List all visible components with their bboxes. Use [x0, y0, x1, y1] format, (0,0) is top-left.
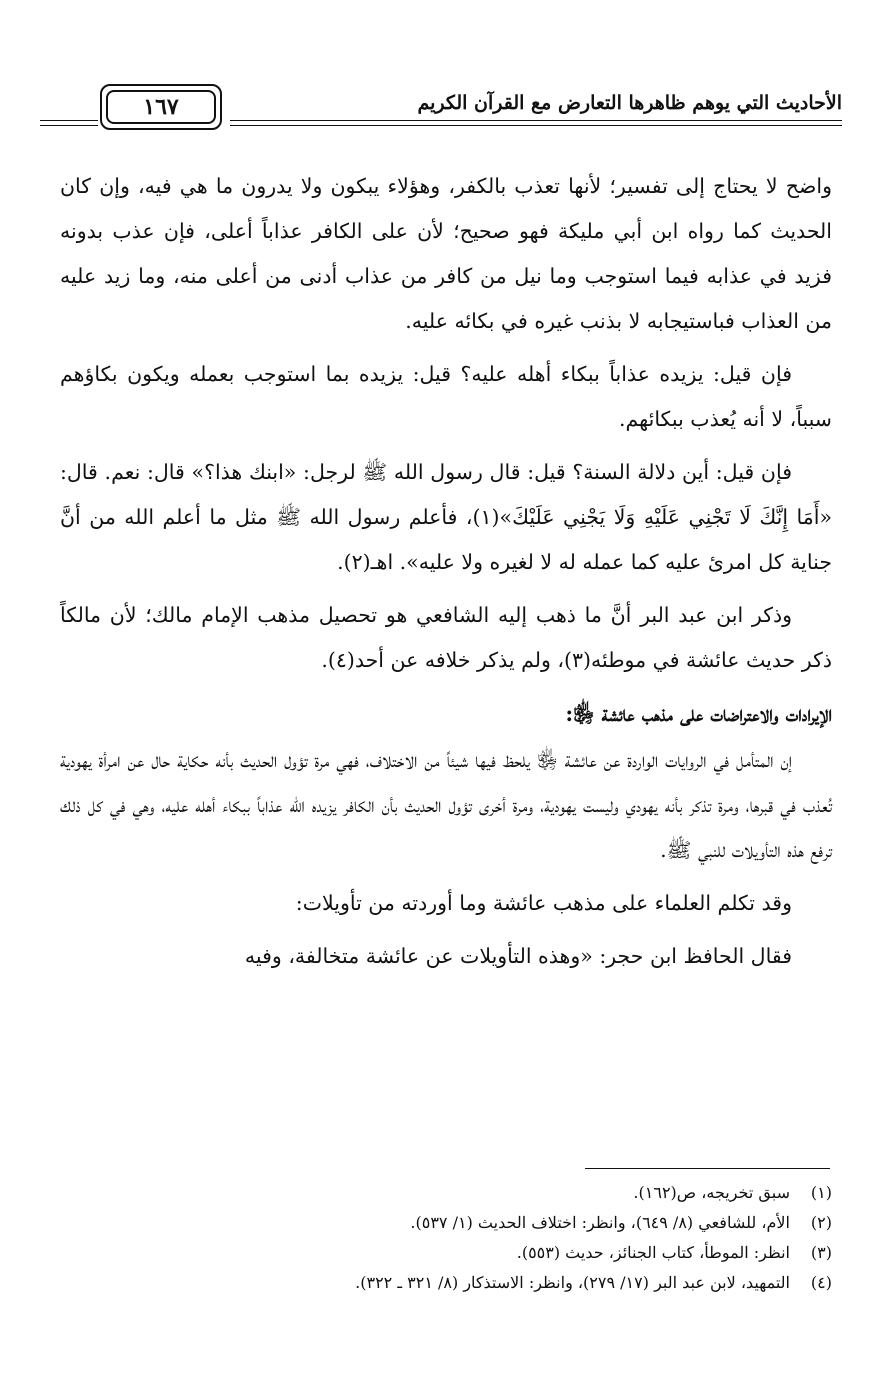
paragraph-7: فقال الحافظ ابن حجر: «وهذه التأويلات عن عائشة متخالفة، وفيه — [244, 944, 792, 968]
paragraph-3: فإن قيل: أين دلالة السنة؟ قيل: قال رسول الله ﷺ لرجل: «ابنك هذا؟» قال: نعم. قال: «أَمَا إِنَّكَ لَا تَجْنِي عَلَيْهِ وَلَا يَجْنِي عَلَيْكَ»(١)، فأعلم رسول الله ﷺ مثل ما أعلم الله من أنَّ جناية كل امرئ عليه كما عمله له لا لغيره ولا عليه». اهـ(٢). — [60, 460, 832, 574]
paragraph-2: فإن قيل: يزيده عذاباً ببكاء أهله عليه؟ قيل: يزيده بما استوجب بعمله ويكون بكاؤهم سبباً، لا أنه يُعذب ببكائهم. — [60, 362, 832, 431]
paragraph-6: وقد تكلم العلماء على مذهب عائشة وما أوردته من تأويلات: — [295, 891, 792, 915]
running-title: الأحاديث التي يوهم ظاهرها التعارض مع القرآن الكريم — [417, 92, 842, 114]
main-text — [60, 164, 832, 987]
page-header — [40, 84, 842, 144]
paragraph-5: إن المتأمل في الروايات الواردة عن عائشة ﵂ يلحظ فيها شيئاً من الاختلاف، فهي مرة تؤول الحديث بأنه حكاية حال عن امرأة يهودية تُعذب في قبرها، ومرة تذكر بأنه يهودي وليست يهودية، ومرة أخرى تؤول الحديث بأن الكافر يزيده الله عذاباً ببكاء أهله عليه، وهي في كل ذلك ترفع هذه التأويلات للنبي ﷺ. — [60, 748, 832, 862]
paragraph-4: وذكر ابن عبد البر أنَّ ما ذهب إليه الشافعي هو تحصيل مذهب الإمام مالك؛ لأن مالكاً ذكر حديث عائشة في موطئه(٣)، ولم يذكر خلافه عن أحد(٤). — [60, 603, 832, 672]
footnote-separator — [585, 1168, 830, 1169]
footnote-number: (٢) — [810, 1213, 832, 1232]
footnote — [60, 1238, 832, 1268]
footnote-text: التمهيد، لابن عبد البر (١٧/ ٢٧٩)، وانظر: الاستذكار (٨/ ٣٢١ ـ ٣٢٢). — [355, 1273, 790, 1292]
header-rule-left-top — [40, 120, 98, 121]
section-heading: الإيرادات والاعتراضات على مذهب عائشة ﵂: — [565, 701, 832, 726]
footnotes — [60, 1178, 832, 1298]
paragraph-1: واضح لا يحتاج إلى تفسير؛ لأنها تعذب بالكفر، وهؤلاء يبكون ولا يدرون ما هي فيه، وإن كان الحديث كما رواه ابن أبي مليكة فهو صحيح؛ لأن على الكافر عذاباً أعلى، فإن عذب بدونه فزيد في عذابه فيما استوجب وما نيل من كافر من عذاب أدنى من أعلى منه، وما زيد عليه من العذاب فباستيجابه لا بذنب غيره في بكائه عليه. — [60, 174, 832, 333]
footnote-number: (٤) — [810, 1273, 832, 1292]
footnote-number: (١) — [810, 1183, 832, 1202]
header-rule-right-bottom — [230, 125, 842, 126]
page-number-frame — [100, 84, 222, 130]
header-rule-left-bottom — [40, 125, 98, 126]
footnote-text: الأم، للشافعي (٨/ ٦٤٩)، وانظر: اختلاف الحديث (١/ ٥٣٧). — [410, 1213, 790, 1232]
header-rule-right-top — [230, 120, 842, 121]
footnote — [60, 1208, 832, 1238]
footnote-number: (٣) — [810, 1243, 832, 1262]
footnote-text: انظر: الموطأ، كتاب الجنائز، حديث (٥٥٣). — [516, 1243, 790, 1262]
footnote — [60, 1178, 832, 1208]
footnote-text: سبق تخريجه، ص(١٦٢). — [633, 1183, 790, 1202]
footnote — [60, 1268, 832, 1298]
page-number: ١٦٧ — [106, 90, 216, 124]
